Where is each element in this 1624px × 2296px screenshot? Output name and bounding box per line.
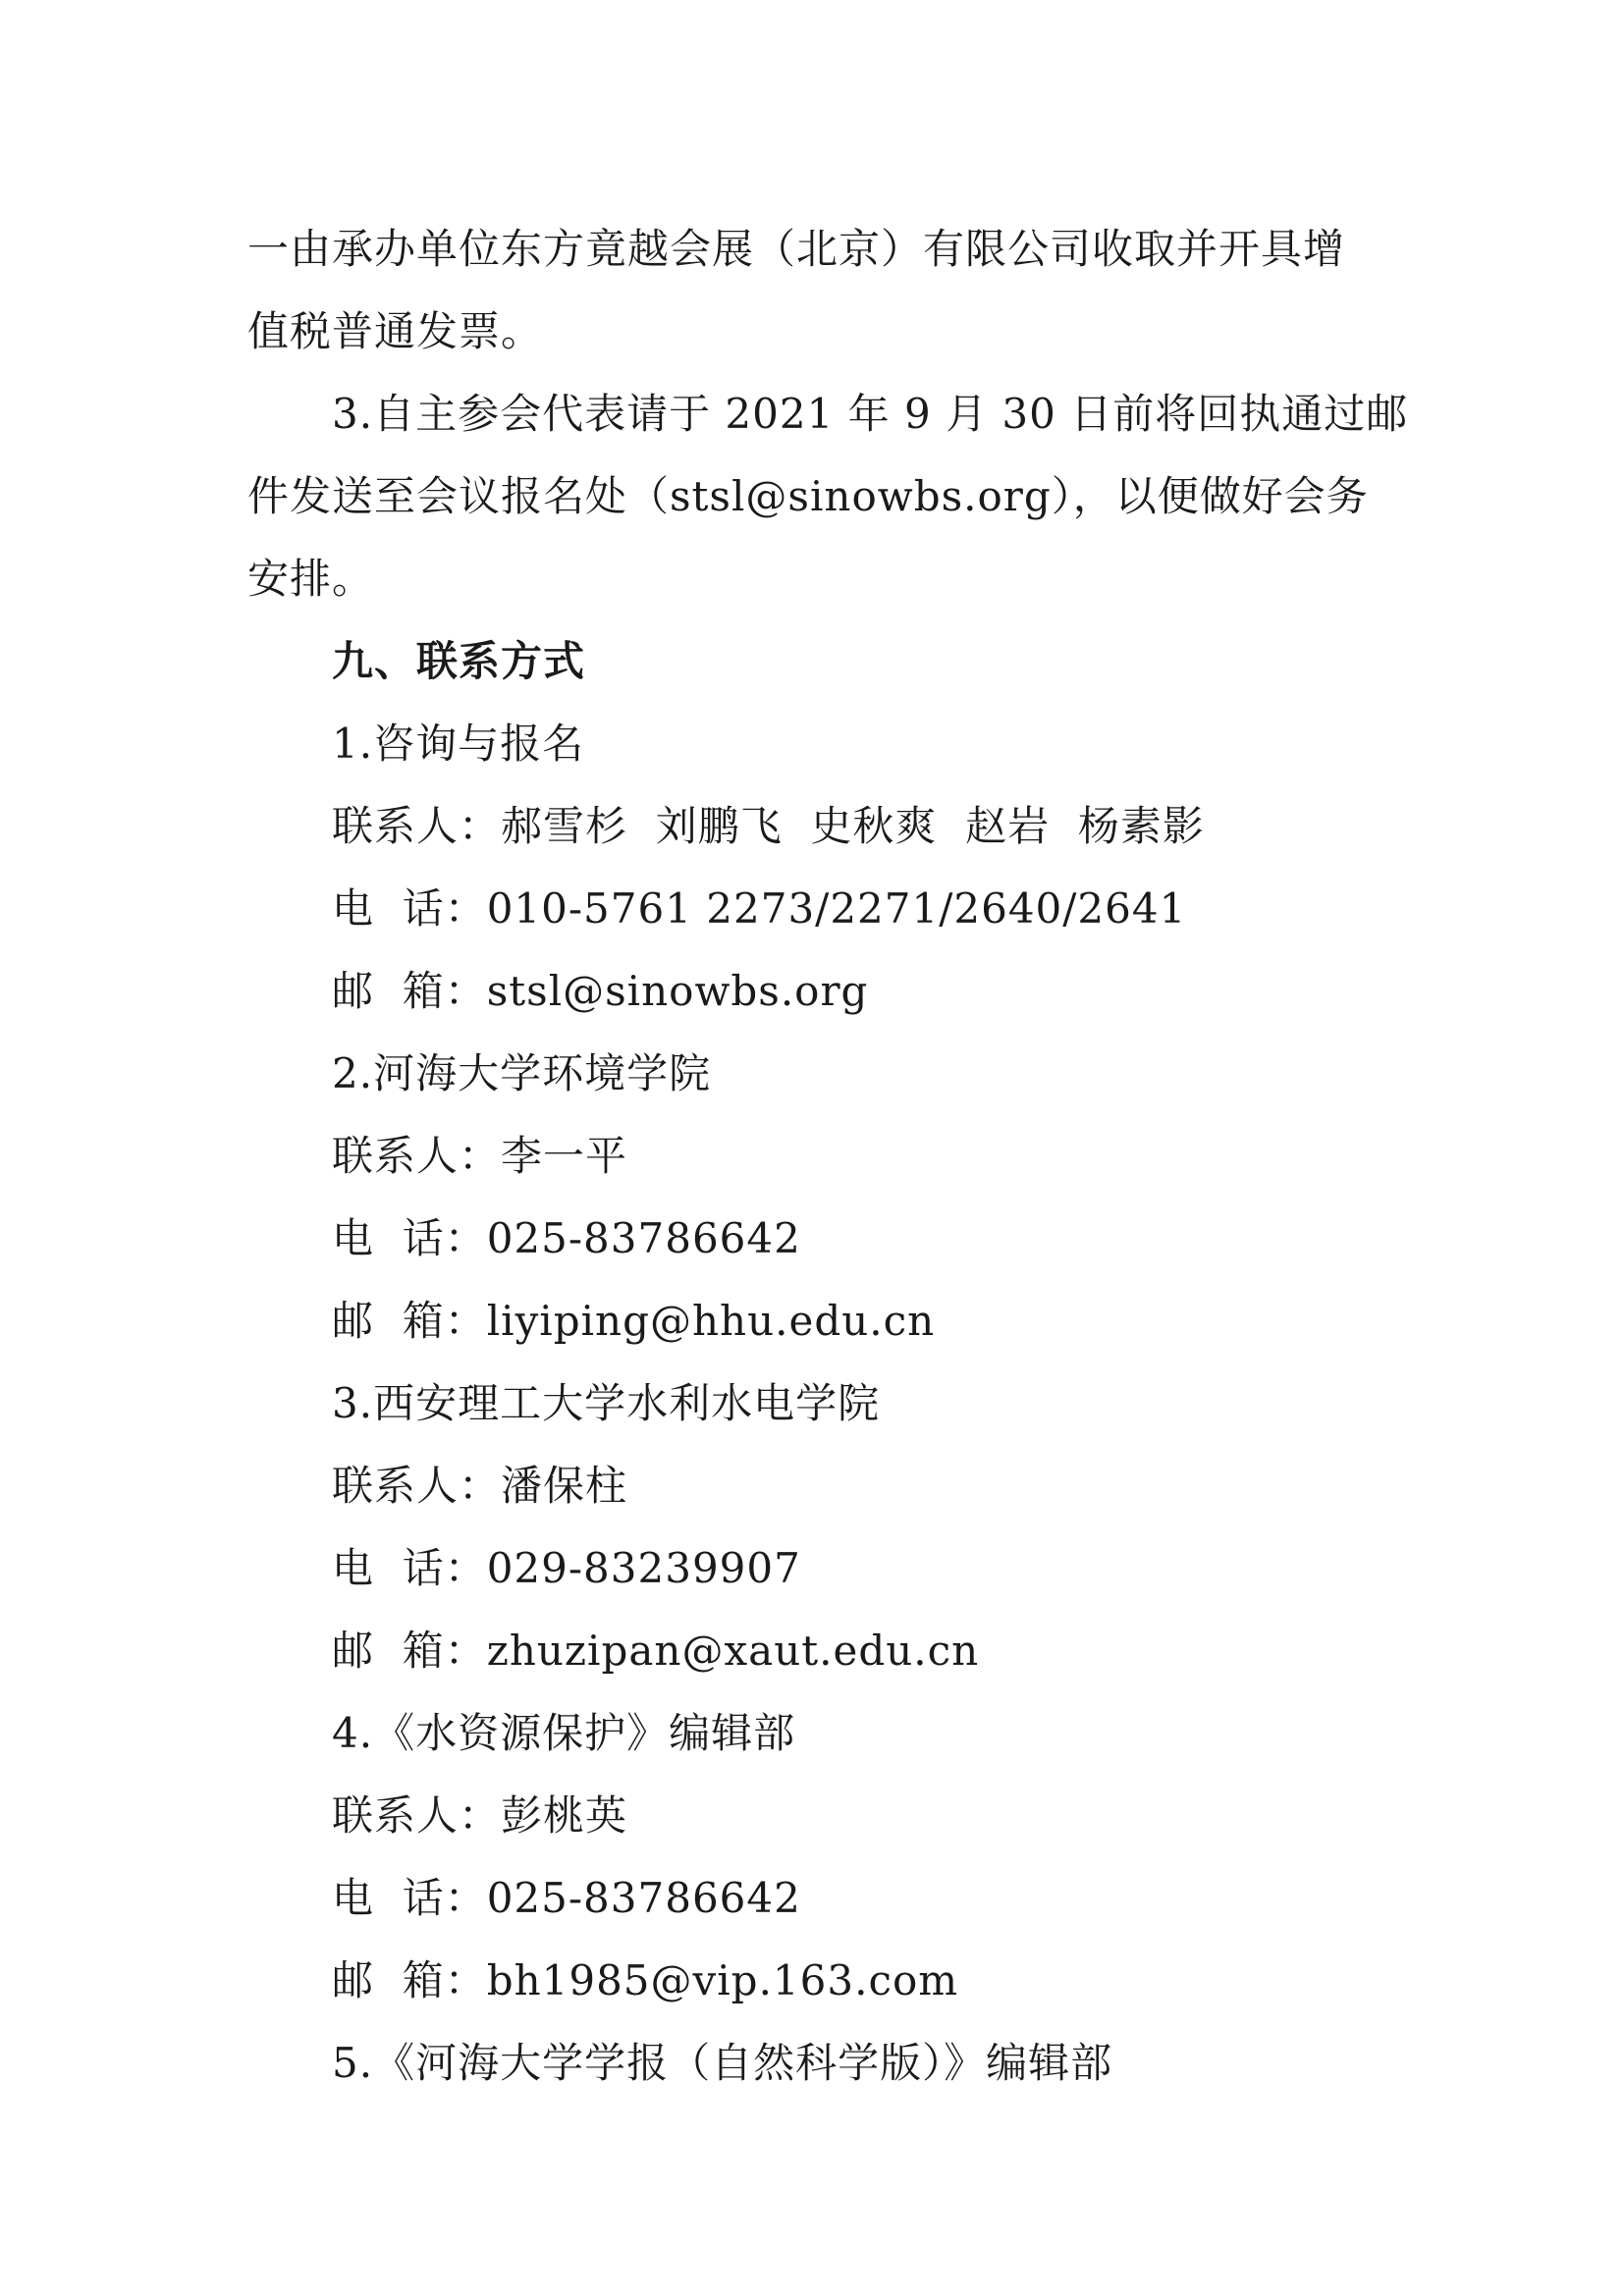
contact-person-label: 联系人： (332, 1132, 502, 1180)
contact-email-label: 邮 箱： (332, 1956, 487, 2004)
contact-phone-row (332, 1541, 801, 1596)
contact-person-label: 联系人： (332, 1462, 502, 1510)
contact-email-row (332, 1953, 958, 2008)
contact-email-label: 邮 箱： (332, 1297, 487, 1345)
contact-person-row (332, 1459, 627, 1514)
contact-phone: 029-83239907 (486, 1544, 801, 1592)
invoice-paragraph-line-1: 一由承办单位东方竟越会展（北京）有限公司收取并开具增 (247, 225, 1346, 273)
contact-heading: 5.《河海大学学报（自然科学版）》编辑部 (332, 2039, 1113, 2087)
contact-email-row (332, 964, 868, 1019)
reply-paragraph-line-2: 件发送至会议报名处（stsl@sinowbs.org），以便做好会务 (247, 472, 1369, 520)
contact-email: zhuzipan@xaut.edu.cn (486, 1627, 980, 1675)
contact-phone: 025-83786642 (486, 1874, 801, 1922)
contact-person: 彭桃英 (501, 1791, 628, 1840)
contact-heading: 1.咨询与报名 (332, 720, 585, 768)
contact-email-label: 邮 箱： (332, 1627, 487, 1675)
contact-phone-label: 电 话： (332, 1214, 487, 1262)
contact-phone: 010-5761 2273/2271/2640/2641 (486, 884, 1187, 933)
contact-person-row (332, 1789, 627, 1843)
contact-phone-label: 电 话： (332, 1874, 487, 1922)
contact-phone-row (332, 1211, 801, 1266)
contact-person: 李一平 (501, 1132, 628, 1180)
contact-email-row (332, 1294, 935, 1349)
contact-person: 潘保柱 (501, 1462, 628, 1510)
contact-phone-label: 电 话： (332, 884, 487, 933)
section-title: 九、联系方式 (332, 637, 586, 685)
contact-person: 郝雪杉 刘鹏飞 史秋爽 赵岩 杨素影 (501, 802, 1205, 850)
contact-person-label: 联系人： (332, 1791, 502, 1840)
contact-person-label: 联系人： (332, 802, 502, 850)
contact-phone-label: 电 话： (332, 1544, 487, 1592)
reply-paragraph-line-3: 安排。 (247, 555, 375, 603)
contact-email-label: 邮 箱： (332, 967, 487, 1015)
contact-person-row (332, 1129, 627, 1184)
contact-heading: 4.《水资源保护》编辑部 (332, 1709, 796, 1757)
contact-heading: 3.西安理工大学水利水电学院 (332, 1379, 881, 1427)
contact-email: stsl@sinowbs.org (486, 967, 869, 1015)
contact-phone-row (332, 1871, 801, 1926)
contact-person-row (332, 799, 1205, 854)
reply-paragraph-line-1: 3.自主参会代表请于 2021 年 9 月 30 日前将回执通过邮 (332, 390, 1409, 438)
contact-heading: 2.河海大学环境学院 (332, 1049, 712, 1097)
contact-email: liyiping@hhu.edu.cn (486, 1297, 936, 1345)
invoice-paragraph-line-2: 值税普通发票。 (247, 307, 544, 355)
contact-email-row (332, 1624, 979, 1679)
contact-email: bh1985@vip.163.com (486, 1956, 959, 2004)
contact-phone-row (332, 881, 1186, 936)
contact-phone: 025-83786642 (486, 1214, 801, 1262)
